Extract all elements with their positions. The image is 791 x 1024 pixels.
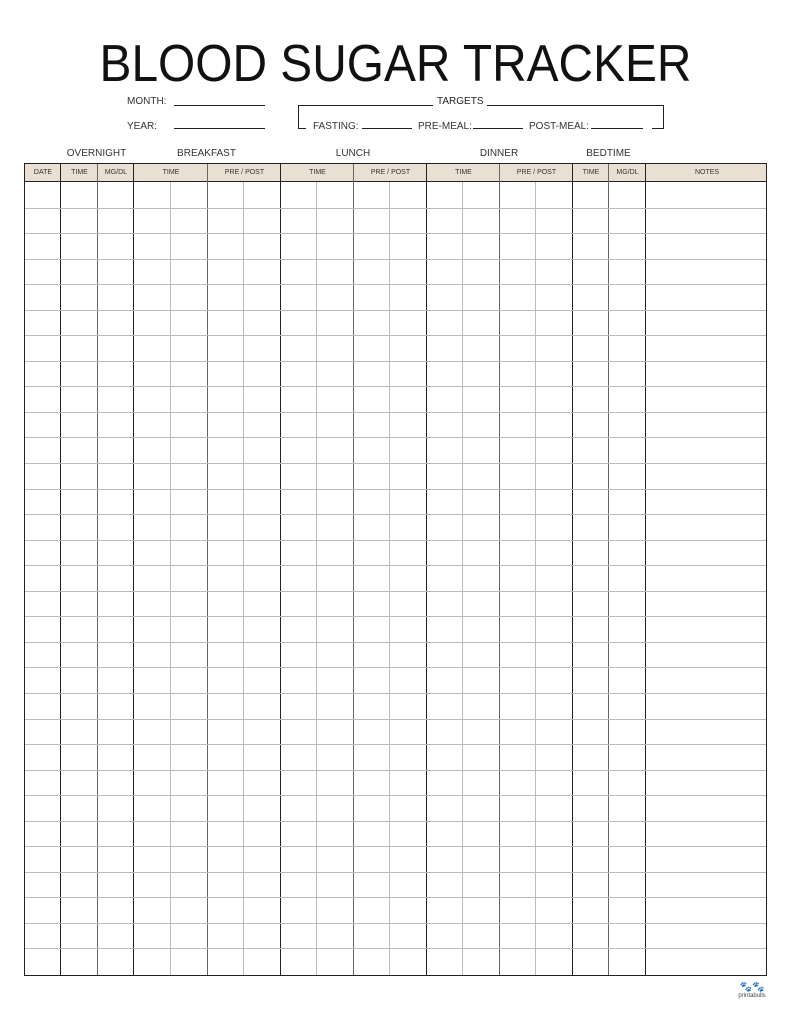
table-header <box>25 164 766 182</box>
table-row[interactable] <box>25 489 766 490</box>
column-header: PRE / POST <box>516 169 557 176</box>
year-label: YEAR: <box>127 121 158 132</box>
table-row[interactable] <box>25 642 766 643</box>
column-header: TIME <box>309 169 326 176</box>
column-divider <box>207 164 208 975</box>
table-row[interactable] <box>25 616 766 617</box>
column-divider <box>243 182 244 975</box>
table-row[interactable] <box>25 897 766 898</box>
column-divider <box>572 164 573 975</box>
fasting-field[interactable] <box>362 128 412 129</box>
column-divider <box>535 182 536 975</box>
post-meal-label: POST-MEAL: <box>529 121 590 132</box>
table-row[interactable] <box>25 744 766 745</box>
table-row[interactable] <box>25 667 766 668</box>
table-row[interactable] <box>25 437 766 438</box>
group-breakfast: BREAKFAST <box>177 148 236 159</box>
bracket-corner-left <box>298 128 306 129</box>
column-header: TIME <box>71 169 88 176</box>
table-row[interactable] <box>25 846 766 847</box>
post-meal-field[interactable] <box>591 128 643 129</box>
table-row[interactable] <box>25 719 766 720</box>
table-row[interactable] <box>25 259 766 260</box>
table-row[interactable] <box>25 591 766 592</box>
column-divider <box>133 164 134 975</box>
group-overnight: OVERNIGHT <box>66 148 127 159</box>
column-divider <box>316 182 317 975</box>
tracker-table <box>24 163 767 976</box>
table-row[interactable] <box>25 310 766 311</box>
table-row[interactable] <box>25 386 766 387</box>
group-lunch: LUNCH <box>335 148 371 159</box>
column-divider <box>170 182 171 975</box>
column-header: MG/DL <box>616 169 639 176</box>
column-divider <box>645 164 646 975</box>
table-row[interactable] <box>25 872 766 873</box>
column-divider <box>60 164 61 975</box>
column-header: DATE <box>33 169 53 176</box>
table-row[interactable] <box>25 770 766 771</box>
column-header: MG/DL <box>104 169 128 176</box>
column-header: NOTES <box>694 169 720 176</box>
table-row[interactable] <box>25 693 766 694</box>
table-row[interactable] <box>25 233 766 234</box>
group-bedtime: BEDTIME <box>586 148 631 159</box>
column-header: TIME <box>162 169 180 176</box>
pre-meal-label: PRE-MEAL: <box>418 121 472 132</box>
fasting-label: FASTING: <box>313 121 359 132</box>
column-header: TIME <box>582 169 600 176</box>
table-row[interactable] <box>25 463 766 464</box>
logo-text: printabulls <box>738 993 766 999</box>
table-row[interactable] <box>25 948 766 949</box>
dogs-icon: 🐾🐾 <box>739 982 765 993</box>
column-divider <box>499 164 500 975</box>
column-divider <box>608 164 609 975</box>
year-field[interactable] <box>174 128 265 129</box>
month-field[interactable] <box>174 105 265 106</box>
column-header: TIME <box>455 169 472 176</box>
column-divider <box>426 164 427 975</box>
column-header: PRE / POST <box>224 169 265 176</box>
printabulls-logo <box>732 983 772 999</box>
table-row[interactable] <box>25 795 766 796</box>
column-divider <box>353 164 354 975</box>
column-divider <box>280 164 281 975</box>
column-divider <box>97 164 98 975</box>
table-row[interactable] <box>25 923 766 924</box>
targets-label: TARGETS <box>433 96 487 107</box>
bracket-corner-right <box>652 128 663 129</box>
table-row[interactable] <box>25 821 766 822</box>
column-divider <box>462 182 463 975</box>
table-row[interactable] <box>25 540 766 541</box>
table-row[interactable] <box>25 565 766 566</box>
page-title: BLOOD SUGAR TRACKER <box>99 35 692 93</box>
table-row[interactable] <box>25 208 766 209</box>
table-row[interactable] <box>25 284 766 285</box>
table-row[interactable] <box>25 412 766 413</box>
column-header: PRE / POST <box>370 169 411 176</box>
table-row[interactable] <box>25 361 766 362</box>
table-row[interactable] <box>25 335 766 336</box>
month-label: MONTH: <box>127 96 167 107</box>
group-dinner: DINNER <box>479 148 519 159</box>
table-row[interactable] <box>25 514 766 515</box>
column-divider <box>389 182 390 975</box>
pre-meal-field[interactable] <box>473 128 523 129</box>
